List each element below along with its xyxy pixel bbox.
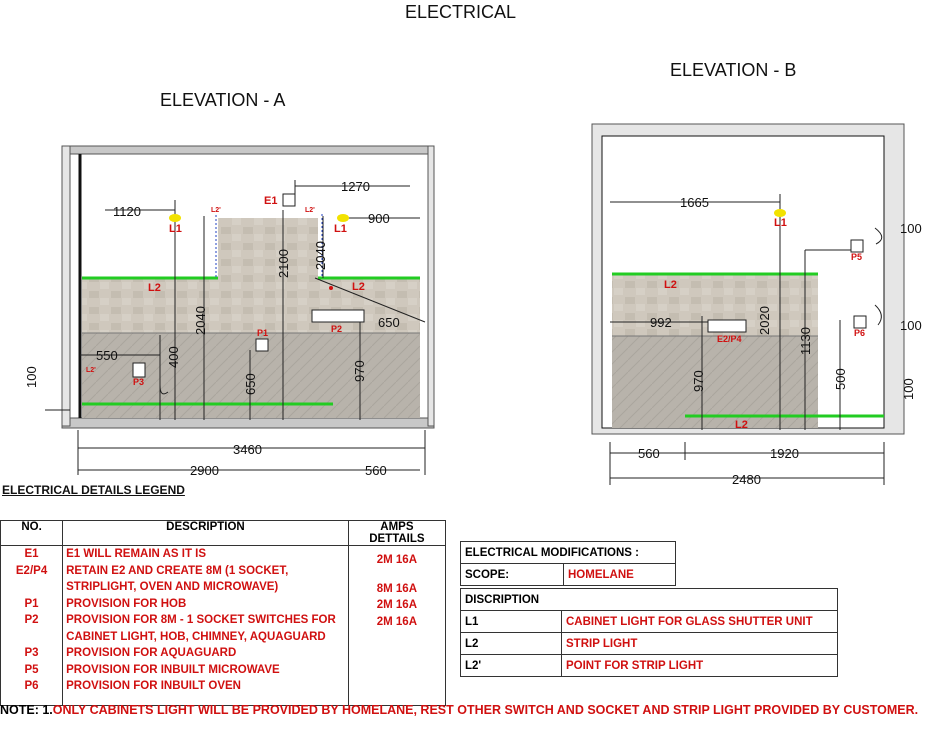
legend-header-amps: AMPS DETTAILS (348, 521, 445, 546)
legend-no-column (1, 546, 63, 706)
dim-1130: 1130 (798, 327, 813, 355)
modification-text: STRIP LIGHT (562, 633, 838, 655)
legend-table (0, 520, 446, 706)
label-l1-right: L1 (334, 223, 347, 235)
modification-code: L1 (461, 611, 562, 633)
legend-amps: 2M 16A (376, 599, 418, 611)
dim-550: 550 (96, 348, 118, 363)
label-p1: P1 (257, 328, 269, 338)
dim-2900: 2900 (190, 463, 219, 478)
dim-560: 560 (365, 463, 387, 478)
label-e2p4: E2/P4 (717, 334, 742, 344)
legend-desc: PROVISION FOR HOB (66, 597, 187, 610)
note-text: ONLY CABINETS LIGHT WILL BE PROVIDED BY HOMELANE, REST OTHER SWITCH AND SOCKET AND STRIP LIGHT PROVIDED BY CUSTOMER. (52, 703, 919, 717)
dim-2020: 2020 (757, 306, 772, 335)
legend-no: P1 (24, 597, 39, 610)
legend-header-no: NO. (1, 521, 63, 546)
dim-650: 650 (243, 373, 258, 395)
dim-1665: 1665 (680, 195, 709, 210)
legend-no: P3 (24, 647, 39, 659)
page-title: ELECTRICAL (405, 2, 517, 22)
dim-3460: 3460 (233, 442, 262, 457)
elevation-b-drawing (580, 120, 932, 500)
elevation-b-title: ELEVATION - B (670, 60, 797, 80)
legend-no (4, 629, 59, 646)
label-p6: P6 (854, 328, 866, 338)
dim-100-bottom: 100 (901, 378, 916, 400)
scope-value: HOMELANE (564, 564, 676, 586)
label-l2-b-bottom: L2 (735, 419, 748, 431)
legend-no: E2/P4 (15, 564, 48, 577)
legend-desc: STRIPLIGHT, OVEN AND MICROWAVE) (66, 581, 279, 593)
label-l1-b: L1 (774, 217, 787, 229)
modifications-block (460, 541, 838, 677)
legend-desc: RETAIN E2 AND CREATE 8M (1 SOCKET, (66, 564, 289, 577)
dim-2100: 2100 (276, 249, 291, 278)
legend-desc: PROVISION FOR 8M - 1 SOCKET SWITCHES FOR (66, 614, 336, 626)
dim-1920: 1920 (770, 446, 799, 461)
elevation-a-title: ELEVATION - A (160, 90, 286, 110)
dim-400: 400 (166, 346, 181, 368)
dim-970-b: 970 (691, 370, 706, 392)
label-l2-left: L2 (148, 282, 161, 294)
scope-label: SCOPE: (461, 564, 564, 586)
modification-code: L2 (461, 633, 562, 655)
legend-no: P2 (24, 614, 39, 626)
modification-row (461, 655, 838, 677)
legend-desc: PROVISION FOR AQUAGUARD (66, 647, 237, 659)
legend-desc: PROVISION FOR INBUILT MICROWAVE (66, 663, 280, 676)
dim-1120: 1120 (113, 204, 141, 219)
label-l2p-2: L2' (305, 207, 315, 214)
dim-560-b: 560 (638, 446, 660, 461)
dim-2040-lower: 2040 (193, 306, 208, 335)
legend-desc: CABINET LIGHT, HOB, CHIMNEY, AQUAGUARD (66, 630, 326, 643)
legend-title: ELECTRICAL DETAILS LEGEND (2, 483, 185, 497)
dim-992: 992 (650, 315, 672, 330)
legend-amps: 2M 16A (376, 554, 418, 566)
label-l2-right: L2 (352, 281, 365, 293)
legend-no: P5 (24, 663, 39, 676)
dim-970: 970 (352, 360, 367, 382)
modification-text: POINT FOR STRIP LIGHT (562, 655, 838, 677)
modification-row (461, 633, 838, 655)
legend-no (4, 579, 59, 596)
legend-no: P6 (24, 680, 39, 692)
legend-desc: PROVISION FOR INBUILT OVEN (66, 680, 241, 692)
label-l2p-1: L2' (211, 207, 221, 214)
dim-100-top: 100 (900, 221, 922, 236)
legend-header-desc: DESCRIPTION (63, 521, 349, 546)
legend-desc-column (63, 546, 349, 706)
dim-2040-upper: 2040 (313, 241, 328, 270)
label-p2: P2 (331, 324, 343, 334)
legend-amps: 2M 16A (376, 615, 418, 628)
discription-label: DISCRIPTION (461, 589, 838, 611)
dim-2480: 2480 (732, 472, 761, 487)
label-p3: P3 (133, 377, 145, 387)
label-l2p-3: L2' (86, 367, 96, 374)
legend-amps (352, 569, 442, 581)
dim-100-mid: 100 (900, 318, 922, 333)
elevation-a-drawing (0, 130, 460, 485)
dim-100: 100 (24, 366, 39, 388)
legend-no: E1 (24, 548, 39, 560)
modification-text: CABINET LIGHT FOR GLASS SHUTTER UNIT (562, 611, 838, 633)
label-l1-left: L1 (169, 223, 182, 235)
modifications-heading: ELECTRICAL MODIFICATIONS : (461, 542, 676, 564)
dim-650-right: 650 (378, 315, 400, 330)
legend-amps: 8M 16A (376, 582, 418, 595)
label-l2-b-top: L2 (664, 279, 677, 291)
modifications-table (460, 588, 838, 677)
modifications-header-table (460, 541, 676, 586)
label-p5: P5 (851, 252, 863, 262)
note-prefix: NOTE: 1. (0, 703, 53, 717)
dim-1270: 1270 (341, 179, 370, 194)
modification-code: L2' (461, 655, 562, 677)
legend-amps-column (348, 546, 445, 706)
note (0, 703, 918, 717)
legend-desc: E1 WILL REMAIN AS IT IS (66, 548, 207, 560)
modification-row (461, 611, 838, 633)
dim-500: 500 (833, 368, 848, 390)
label-e1: E1 (264, 195, 278, 207)
dim-900: 900 (368, 211, 390, 226)
